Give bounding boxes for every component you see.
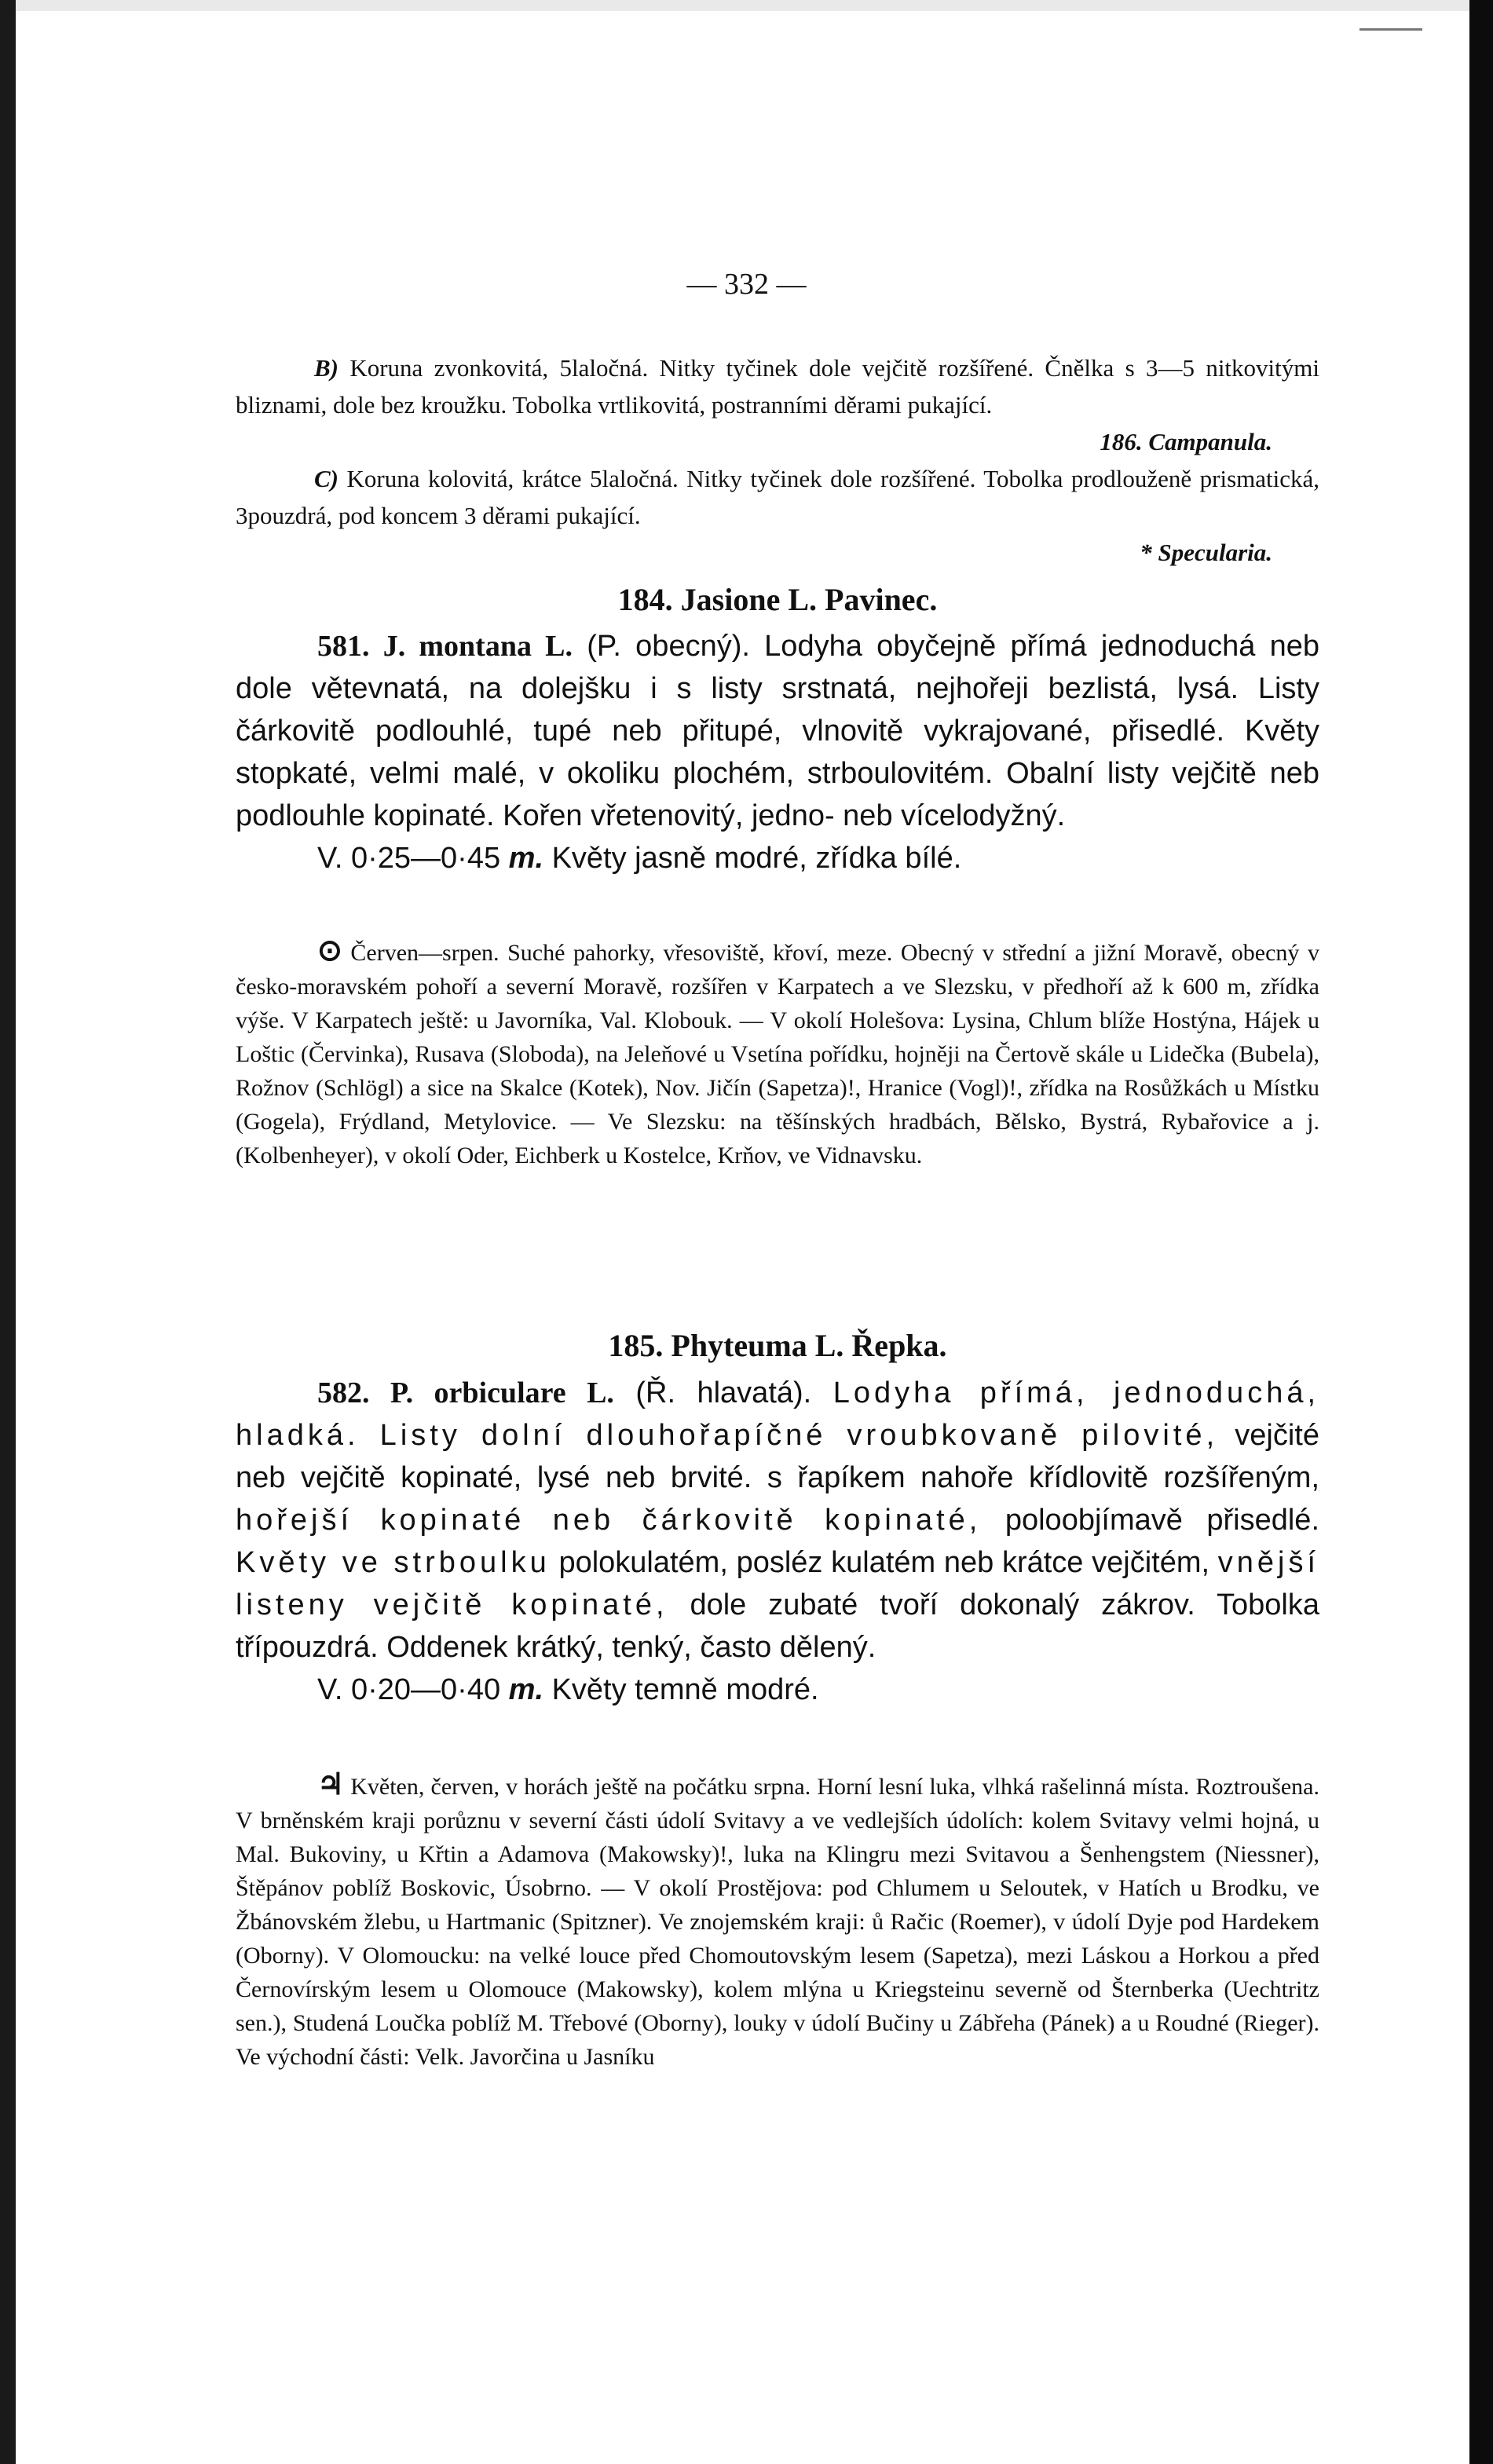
locality-paragraph-581 — [236, 934, 1319, 1172]
key-entry-b — [236, 349, 1319, 460]
species-name-582: 582. P. orbiculare L. — [317, 1376, 614, 1409]
size-unit-582: m. — [508, 1673, 544, 1706]
key-letter-c: C) — [314, 465, 338, 492]
species-spaced-582-part4: vnější listeny vejčitě kopinaté, — [236, 1546, 1320, 1621]
size-unit-581: m. — [508, 842, 544, 875]
locality-paragraph-582 — [236, 1768, 1319, 2074]
species-text-582-part5: dole zubaté tvoří dokonalý zákrov. Tobolka třípouzdrá. Oddenek krátký, tenký, často dělený. — [236, 1588, 1320, 1664]
species-text-582-part2: vejčité neb vejčitě kopinaté, lysé neb brvité. s řapíkem nahoře křídlovitě rozšířeným, — [236, 1419, 1319, 1494]
flower-color-581: Květy jasně modré, zřídka bílé. — [543, 842, 962, 875]
perennial-symbol-icon: ♃ — [317, 1768, 345, 1801]
identification-key — [236, 349, 1319, 571]
species-entry-582 — [236, 1372, 1319, 1711]
key-ref-specularia: * Specularia. — [1140, 539, 1272, 566]
scan-left-border — [0, 0, 16, 2464]
species-description-582 — [236, 1372, 1319, 1669]
flower-color-582: Květy temně modré. — [543, 1673, 819, 1706]
key-ref-campanula: 186. Campanula. — [1100, 428, 1272, 455]
species-size-582 — [236, 1669, 1319, 1711]
species-text-582-part1: (Ř. hlavatá). — [613, 1376, 833, 1409]
scan-artifact-dash — [1359, 28, 1422, 31]
species-entry-581 — [236, 625, 1319, 879]
species-spaced-582-part1: Lodyha přímá, jednoduchá, hladká. Listy dolní dlouhořapíčné vroubkovaně pilovité, — [236, 1376, 1320, 1452]
species-text-582-part3: poloobjímavě přisedlé. — [981, 1504, 1319, 1537]
annual-symbol-icon: ⊙ — [317, 934, 342, 967]
size-range-582: V. 0·20—0·40 — [317, 1673, 509, 1706]
genus-heading-phyteuma: 185. Phyteuma L. Řepka. — [608, 1328, 947, 1363]
species-name-581: 581. J. montana L. — [317, 630, 573, 663]
scan-right-border — [1469, 0, 1493, 2464]
species-text-582-part4: polokulatém, posléz kulatém neb krátce vejčitém, — [550, 1546, 1218, 1579]
locality-text-582: Květen, červen, v horách ještě na počátku srpna. Horní lesní luka, vlhká rašelinná místa. Roztroušena. V brněnském kraji porůznu v severní části údolí Svitavy a ve vedlejších údolích: kolem Svitavy velmi hojná, u Mal. Bukoviny, u Křtin a Adamova (Makowsky)!, luka na Klingru mezi Svitavou a Šenhengstem (Niessner), Štěpánov poblíž Boskovic, Úsobrno. — V okolí Prostějova: pod Chlumem u Seloutek, v Hatích u Brodku, ve Žbánovském žlebu, u Hartmanic (Spitzner). Ve znojemském kraji: ů Račic (Roemer), v údolí Dyje pod Hardekem (Oborny). V Olomoucku: na velké louce před Chomoutovským lesem (Sapetza), mezi Láskou a Horkou a před Černovírským lesem u Olomouce (Makowsky), kolem mlýna u Kriegsteinu severně od Šternberka (Uechtritz sen.), Studená Loučka poblíž M. Třebové (Oborny), louky v údolí Bučiny u Zábřeha (Pánek) a u Roudné (Rieger). Ve východní části: Velk. Javorčina u Jasníku — [236, 1774, 1319, 2070]
species-spaced-582-part3: Květy ve strboulku — [236, 1546, 551, 1579]
key-letter-b: B) — [314, 354, 338, 382]
species-spaced-582-part2: hořejší kopinaté neb čárkovitě kopinaté, — [236, 1504, 982, 1537]
key-text-c: Koruna kolovitá, krátce 5laločná. Nitky tyčinek dole rozšířené. Tobolka prodlouženě prismatická, 3pouzdrá, pod koncem 3 děrami pukající. — [236, 465, 1319, 529]
size-range-581: V. 0·25—0·45 — [317, 842, 509, 875]
species-description-581 — [236, 625, 1319, 837]
genus-heading-jasione: 184. Jasione L. Pavinec. — [617, 582, 938, 617]
scan-top-edge — [0, 0, 1493, 11]
locality-text-581: Červen—srpen. Suché pahorky, vřesoviště, křoví, meze. Obecný v střední a jižní Moravě, obecný v česko-moravském pohoří a severní Moravě, rozšířen v Karpatech a ve Slezsku, v předhoří až k 600 m, zřídka výše. V Karpatech ještě: u Javorníka, Val. Klobouk. — V okolí Holešova: Lysina, Chlum blíže Hostýna, Hájek u Loštic (Červinka), Rusava (Sloboda), na Jeleňové u Vsetína pořídku, hojněji na Čertově skále u Lidečka (Bubela), Rožnov (Schlögl) a sice na Skalce (Kotek), Nov. Jičín (Sapetza)!, Hranice (Vogl)!, zřídka na Rosůžkách u Místku (Gogela), Frýdland, Metylovice. — Ve Slezsku: na těšínských hradbách, Bělsko, Bystrá, Rybařovice a j. (Kolbenheyer), v okolí Oder, Eichberk u Kostelce, Krňov, ve Vidnavsku. — [236, 940, 1319, 1168]
key-entry-c — [236, 460, 1319, 571]
species-size-581 — [236, 837, 1319, 879]
key-text-b: Koruna zvonkovitá, 5laločná. Nitky tyčinek dole vejčitě rozšířené. Čnělka s 3—5 nitkovitými bliznami, dole bez kroužku. Tobolka vrtlikovitá, postranními děrami pukající. — [236, 354, 1319, 419]
species-text-581: (P. obecný). Lodyha obyčejně přímá jednoduchá neb dole větevnatá, na dolejšku i s listy srstnatá, nejhořeji bezlistá, lysá. Listy čárkovitě podlouhlé, tupé neb přitupé, vlnovitě vykrajované, přisedlé. Květy stopkaté, velmi malé, v okoliku plochém, strboulovitém. Obalní listy vejčitě neb podlouhle kopinaté. Kořen vřetenovitý, jedno- neb vícelodyžný. — [236, 630, 1320, 832]
page-number: — 332 — — [686, 268, 807, 301]
